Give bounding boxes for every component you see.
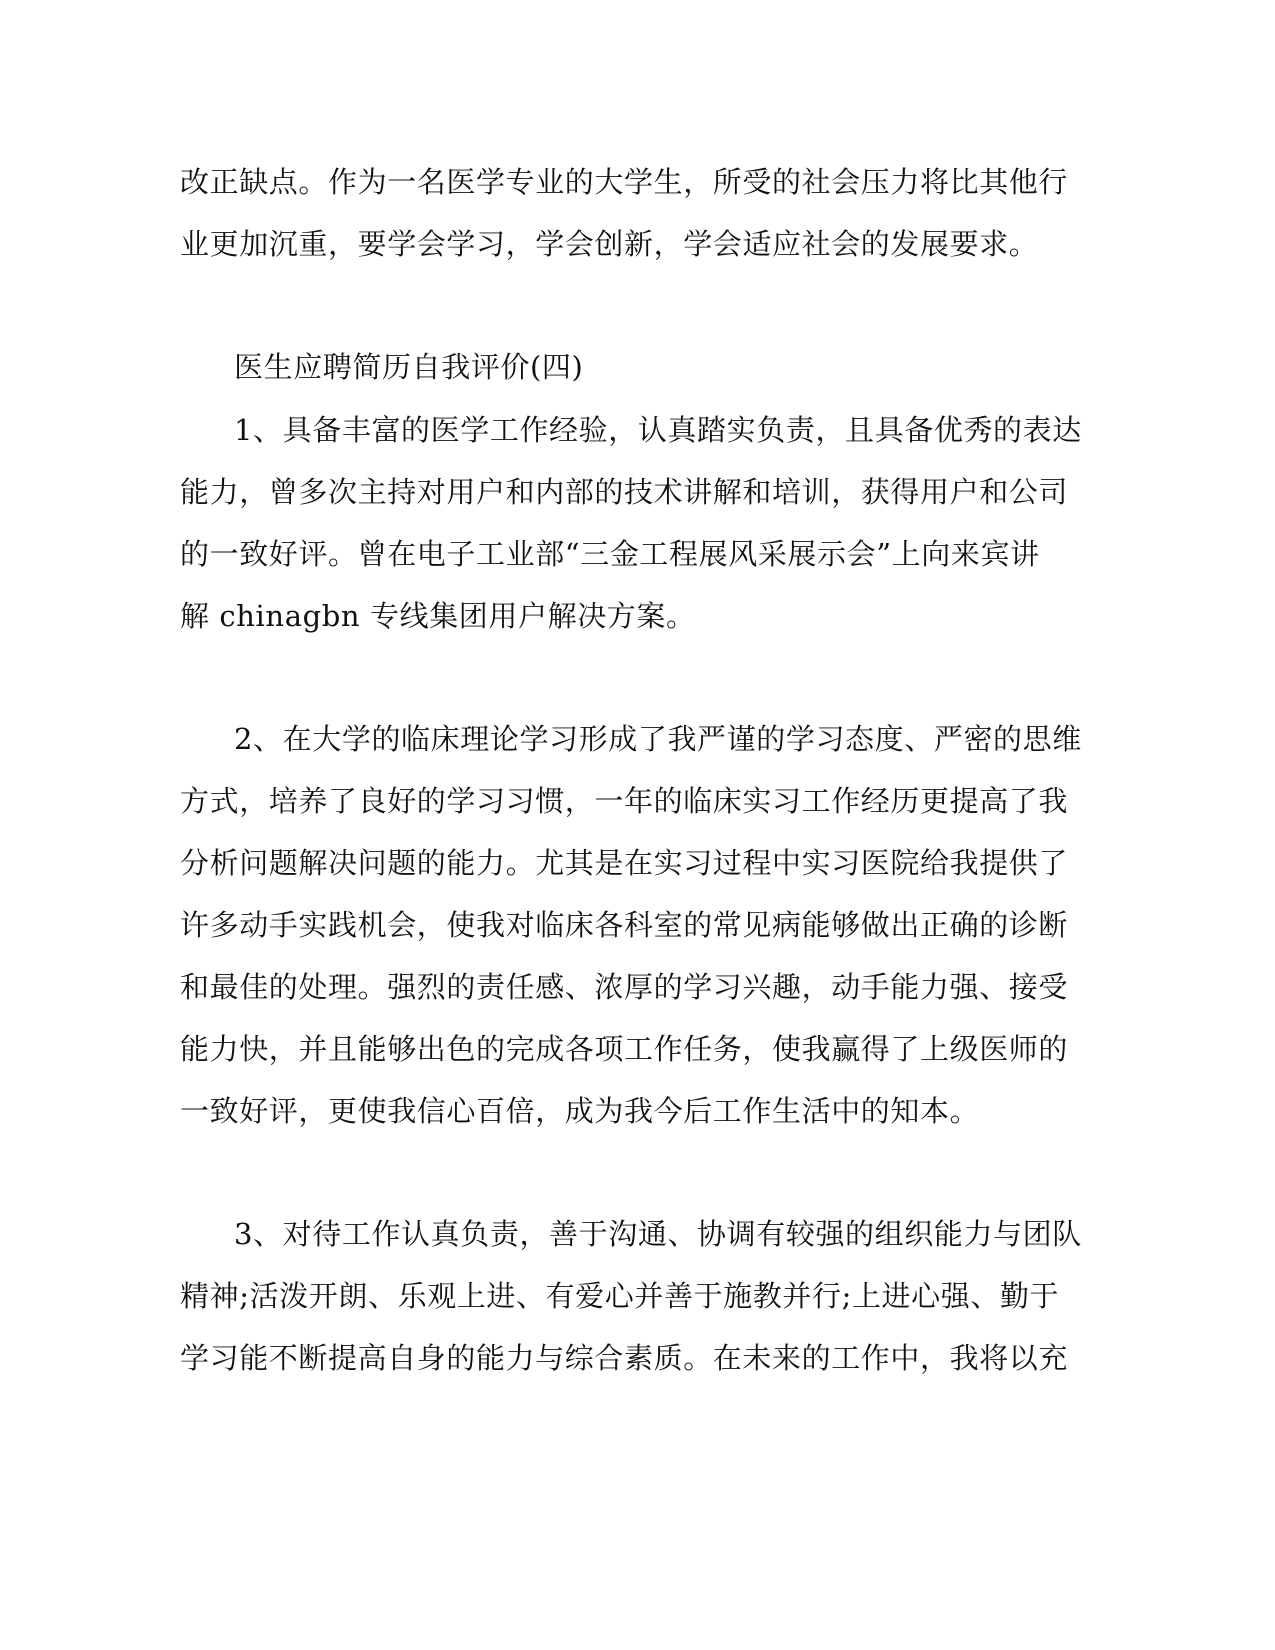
p1-line-3: 的一致好评。曾在电子工业部“三金工程展风采展示会”上向来宾讲 [180,537,1040,571]
p3-line-2: 精神;活泼开朗、乐观上进、有爱心并善于施教并行;上进心强、勤于 [180,1279,1060,1313]
p3-line-1: 3、对待工作认真负责，善于沟通、协调有较强的组织能力与团队 [234,1217,1082,1251]
fragment-line-2: 业更加沉重，要学会学习，学会创新，学会适应社会的发展要求。 [180,227,1039,261]
p2-line-4: 许多动手实践机会，使我对临床各科室的常见病能够做出正确的诊断 [180,908,1069,942]
p3-line-3: 学习能不断提高自身的能力与综合素质。在未来的工作中，我将以充 [180,1341,1069,1375]
p1-line-4: 解 chinagbn 专线集团用户解决方案。 [180,599,696,633]
p2-line-2: 方式，培养了良好的学习习惯，一年的临床实习工作经历更提高了我 [180,784,1069,818]
p1-line-2: 能力，曾多次主持对用户和内部的技术讲解和培训，获得用户和公司 [180,475,1069,509]
p2-line-6: 能力快，并且能够出色的完成各项工作任务，使我赢得了上级医师的 [180,1032,1069,1066]
p2-line-5: 和最佳的处理。强烈的责任感、浓厚的学习兴趣，动手能力强、接受 [180,970,1069,1004]
p2-line-3: 分析问题解决问题的能力。尤其是在实习过程中实习医院给我提供了 [180,846,1069,880]
p1-line-1: 1、具备丰富的医学工作经验，认真踏实负责，且具备优秀的表达 [234,413,1082,447]
p2-line-1: 2、在大学的临床理论学习形成了我严谨的学习态度、严密的思维 [234,722,1082,756]
fragment-line-1: 改正缺点。作为一名医学专业的大学生，所受的社会压力将比其他行 [180,165,1069,199]
section-title: 医生应聘简历自我评价(四) [234,350,584,384]
p2-line-7: 一致好评，更使我信心百倍，成为我今后工作生活中的知本。 [180,1094,980,1128]
